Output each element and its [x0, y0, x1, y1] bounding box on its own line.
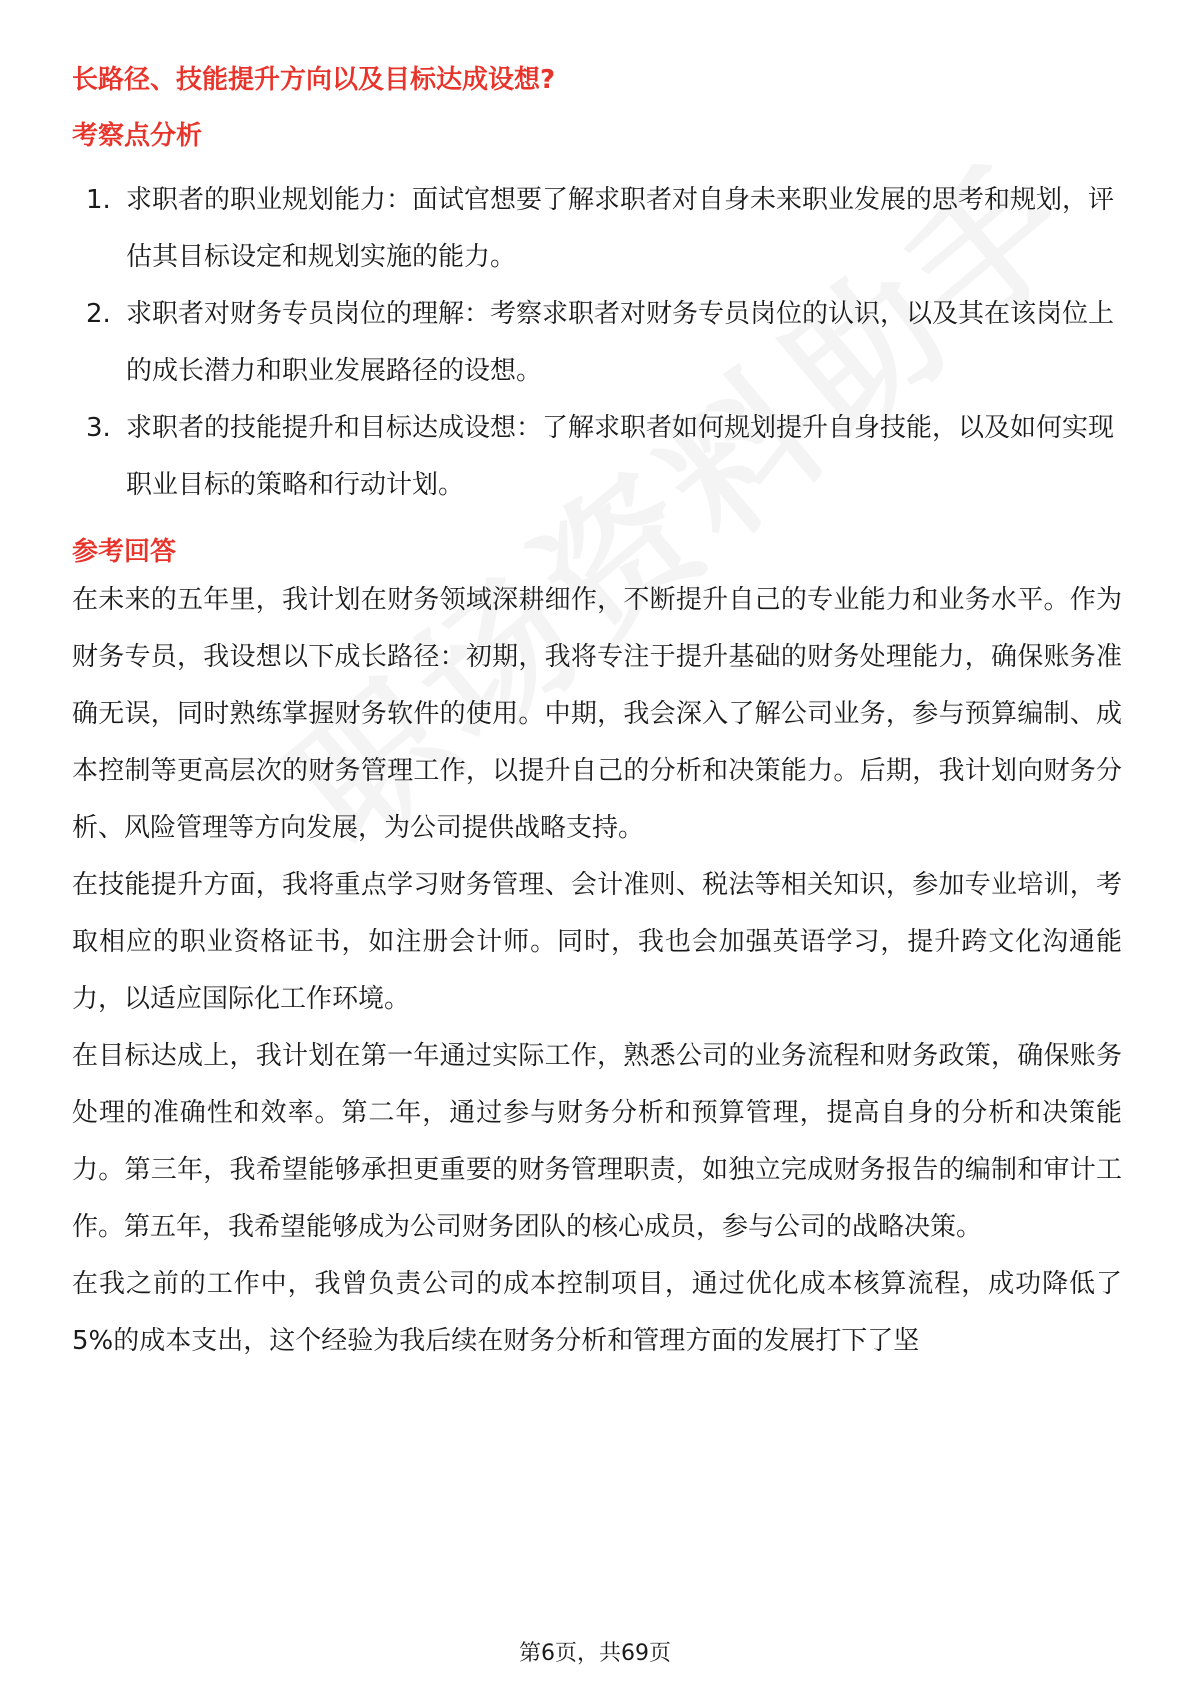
page-number-footer: 第6页，共69页 [519, 1641, 671, 1666]
answer-paragraph: 在我之前的工作中，我曾负责公司的成本控制项目，通过优化成本核算流程，成功降低了5%的成本支出，这个经验为我后续在财务分析和管理方面的发展打下了坚 [72, 1269, 1122, 1356]
answer-paragraph: 在技能提升方面，我将重点学习财务管理、会计准则、税法等相关知识，参加专业培训，考取相应的职业资格证书，如注册会计师。同时，我也会加强英语学习，提升跨文化沟通能力，以适应国际化工作环境。 [72, 870, 1122, 1014]
list-item-text: 求职者的技能提升和目标达成设想：了解求职者如何规划提升自身技能，以及如何实现职业目标的策略和行动计划。 [126, 413, 1115, 500]
list-item-text: 求职者的职业规划能力：面试官想要了解求职者对自身未来职业发展的思考和规划，评估其目标设定和规划实施的能力。 [126, 185, 1115, 272]
list-item [72, 400, 1122, 514]
list-item-number: 3. [86, 413, 111, 443]
question-heading: 长路径、技能提升方向以及目标达成设想? [72, 65, 556, 95]
list-item [72, 172, 1122, 286]
answer-paragraph: 在未来的五年里，我计划在财务领域深耕细作，不断提升自己的专业能力和业务水平。作为财务专员，我设想以下成长路径：初期，我将专注于提升基础的财务处理能力，确保账务准确无误，同时熟练掌握财务软件的使用。中期，我会深入了解公司业务，参与预算编制、成本控制等更高层次的财务管理工作，以提升自己的分析和决策能力。后期，我计划向财务分析、风险管理等方向发展，为公司提供战略支持。 [72, 585, 1122, 843]
list-item [72, 286, 1122, 400]
list-item-number: 2. [86, 299, 111, 329]
list-item-number: 1. [86, 185, 111, 215]
answer-heading: 参考回答 [72, 537, 177, 567]
list-item-text: 求职者对财务专员岗位的理解：考察求职者对财务专员岗位的认识，以及其在该岗位上的成长潜力和职业发展路径的设想。 [126, 299, 1115, 386]
analysis-list [72, 172, 1122, 514]
analysis-heading: 考察点分析 [72, 121, 203, 151]
answer-paragraph: 在目标达成上，我计划在第一年通过实际工作，熟悉公司的业务流程和财务政策，确保账务处理的准确性和效率。第二年，通过参与财务分析和预算管理，提高自身的分析和决策能力。第三年，我希望能够承担更重要的财务管理职责，如独立完成财务报告的编制和审计工作。第五年，我希望能够成为公司财务团队的核心成员，参与公司的战略决策。 [72, 1041, 1122, 1242]
document-content [72, 52, 1122, 1370]
